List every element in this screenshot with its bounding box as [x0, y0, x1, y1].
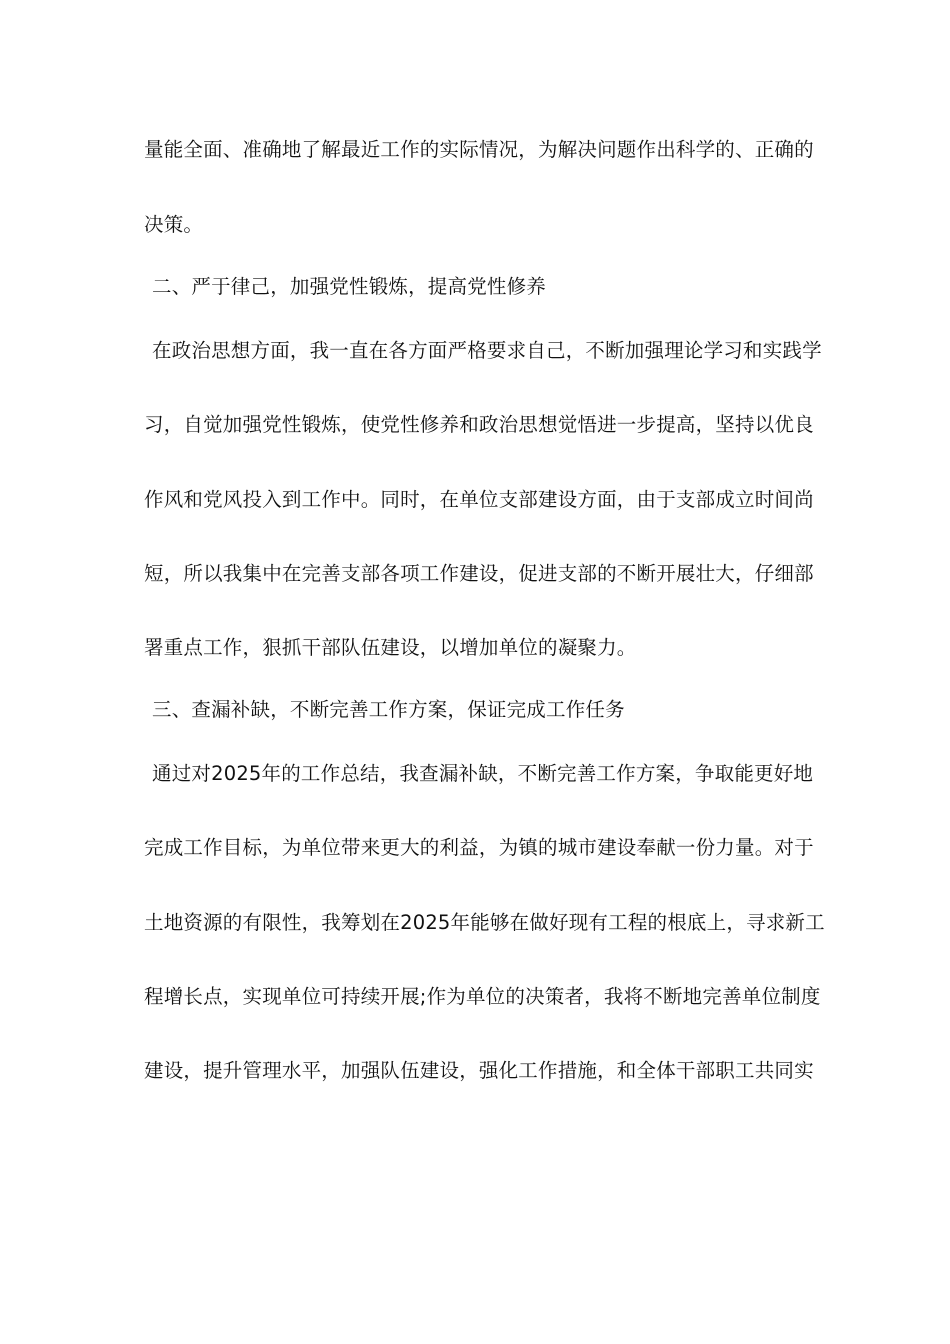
paragraph-line: 建设，提升管理水平，加强队伍建设，强化工作措施，和全体干部职工共同实 — [144, 1059, 814, 1082]
paragraph-line: 习，自觉加强党性锻炼，使党性修养和政治思想觉悟进一步提高，坚持以优良 — [144, 413, 814, 436]
paragraph-line: 署重点工作，狠抓干部队伍建设，以增加单位的凝聚力。 — [144, 636, 637, 659]
paragraph-line: 通过对2025年的工作总结，我查漏补缺，不断完善工作方案，争取能更好地 — [152, 762, 814, 785]
paragraph-line: 决策。 — [144, 213, 204, 236]
paragraph-line: 完成工作目标，为单位带来更大的利益，为镇的城市建设奉献一份力量。对于 — [144, 836, 814, 859]
paragraph-line: 短，所以我集中在完善支部各项工作建设，促进支部的不断开展壮大，仔细部 — [144, 562, 814, 585]
section-heading: 三、查漏补缺，不断完善工作方案，保证完成工作任务 — [152, 698, 625, 721]
paragraph-line: 量能全面、准确地了解最近工作的实际情况，为解决问题作出科学的、正确的 — [144, 138, 814, 161]
section-heading: 二、严于律己，加强党性锻炼，提高党性修养 — [152, 275, 547, 298]
paragraph-line: 在政治思想方面，我一直在各方面严格要求自己，不断加强理论学习和实践学 — [152, 339, 822, 362]
paragraph-line: 程增长点，实现单位可持续开展;作为单位的决策者，我将不断地完善单位制度 — [144, 985, 821, 1008]
paragraph-line: 作风和党风投入到工作中。同时，在单位支部建设方面，由于支部成立时间尚 — [144, 488, 814, 511]
paragraph-line: 土地资源的有限性，我筹划在2025年能够在做好现有工程的根底上，寻求新工 — [144, 911, 825, 934]
